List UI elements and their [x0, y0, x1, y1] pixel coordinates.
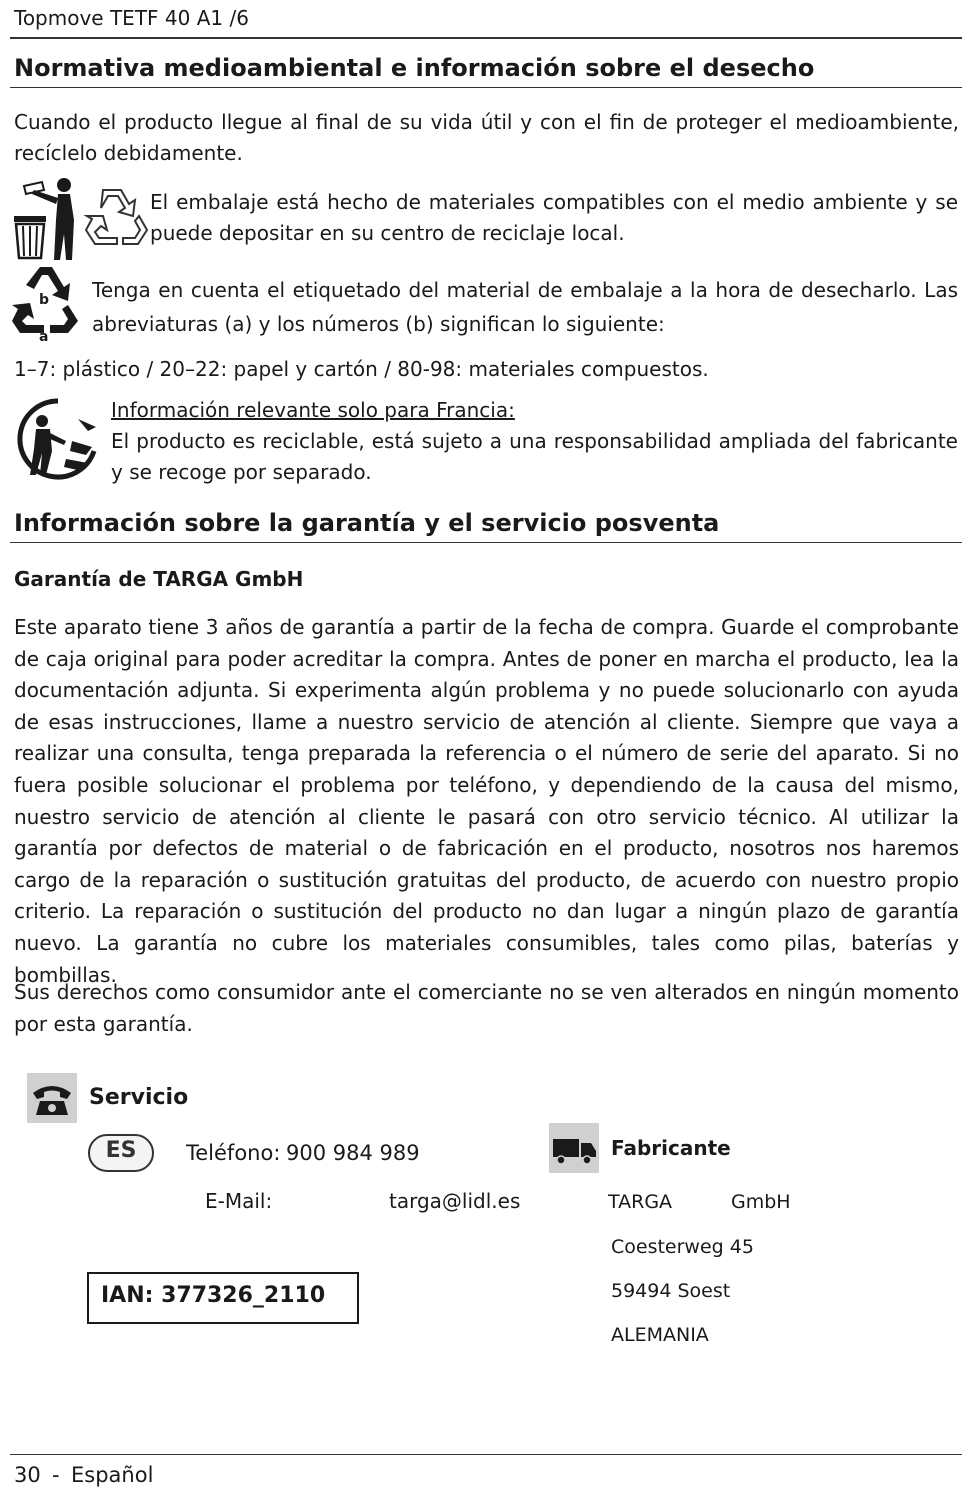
page-number: 30	[14, 1463, 41, 1487]
section-rule	[10, 542, 962, 543]
header-rule	[10, 37, 962, 39]
consumer-rights-paragraph: Sus derechos como consumidor ante el comerciante no se ven alterados en ningún momento por esta garantía.	[14, 980, 959, 1036]
france-info-text: El producto es reciclable, está sujeto a una responsabilidad ampliada del fabricante y se recoge por separado.	[111, 429, 958, 484]
phone-label: Teléfono:	[186, 1141, 281, 1165]
trash-bin-icon	[12, 176, 82, 260]
telephone-icon	[27, 1073, 77, 1123]
email-label: E-Mail:	[205, 1189, 273, 1213]
manufacturer-city: 59494 Soest	[611, 1280, 731, 1302]
manufacturer-street: Coesterweg 45	[611, 1236, 754, 1258]
triman-icon	[16, 397, 102, 481]
manufacturer-country: ALEMANIA	[611, 1324, 709, 1346]
section-environment-title: Normativa medioambiental e información sobre el desecho	[14, 54, 815, 82]
environment-intro: Cuando el producto llegue al final de su vida útil y con el fin de proteger el medioambiente, recíclelo debidamente.	[14, 110, 959, 165]
warranty-paragraph: Este aparato tiene 3 años de garantía a partir de la fecha de compra. Guarde el comprobante de caja original para poder acreditar la compra. Antes de poner en marcha el producto, lea la documentación adjunta. Si experimenta algún problema y no puede solucionarlo con ayuda de esas instrucciones, llame a nuestro servicio de atención al cliente. Siempre que vaya a realizar una consulta, tenga preparada la referencia o el número de serie del aparato. Si no fuera posible solucionar el problema por teléfono, y dependiendo de la causa del mismo, nuestro servicio de atención al cliente le pasará con otro servicio técnico. Al utilizar la garantía por defectos de material o de fabricación en el producto, nosotros nos haremos cargo de la reparación o sustitución gratuitas del producto, de acuerdo con nuestro propio criterio. La reparación o sustitución del producto no dan lugar a ningún plazo de garantía nuevo. La garantía no cubre los materiales consumibles, tales como pilas, baterías y bombillas.	[14, 615, 959, 987]
ian-number: IAN: 377326_2110	[101, 1283, 326, 1308]
manufacturer-name: TARGA	[608, 1191, 673, 1213]
footer-language: Español	[71, 1463, 154, 1487]
warranty-subtitle: Garantía de TARGA GmbH	[14, 567, 304, 591]
section-rule	[10, 87, 962, 88]
service-title: Servicio	[89, 1085, 189, 1110]
email-address[interactable]: targa@lidl.es	[389, 1189, 521, 1213]
france-info-title: Información relevante solo para Francia:	[111, 398, 515, 422]
section-warranty-title: Información sobre la garantía y el servicio posventa	[14, 509, 720, 537]
country-code: ES	[105, 1138, 137, 1163]
running-header: Topmove TETF 40 A1 /6	[14, 6, 249, 30]
material-codes-text: 1–7: plástico / 20–22: papel y cartón / 80-98: materiales compuestos.	[14, 357, 709, 381]
recycle-icon	[83, 186, 149, 248]
footer-rule	[10, 1454, 962, 1455]
phone-number[interactable]: 900 984 989	[286, 1141, 420, 1165]
truck-icon	[549, 1123, 599, 1173]
manufacturer-title: Fabricante	[611, 1136, 731, 1160]
footer-separator: -	[52, 1463, 60, 1487]
packaging-text: El embalaje está hecho de materiales compatibles con el medio ambiente y se puede depositar en su centro de reciclaje local.	[150, 190, 958, 245]
labeling-text: Tenga en cuenta el etiquetado del material de embalaje a la hora de desecharlo. Las abreviaturas (a) y los números (b) significan lo siguiente:	[92, 278, 958, 336]
code-a-label: a	[39, 329, 49, 345]
code-b-label: b	[39, 292, 50, 308]
manufacturer-name-suffix: GmbH	[731, 1191, 791, 1213]
